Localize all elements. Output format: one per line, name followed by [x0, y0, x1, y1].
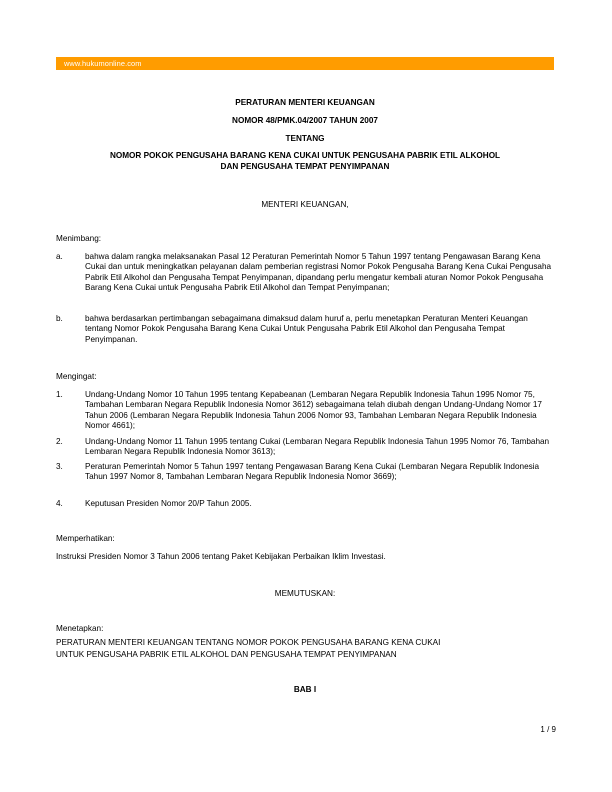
- item-marker: 4.: [56, 499, 63, 508]
- list-item: [56, 314, 552, 345]
- item-marker: a.: [56, 252, 63, 261]
- item-marker: 1.: [56, 390, 63, 399]
- item-text: Peraturan Pemerintah Nomor 5 Tahun 1997 tentang Pengawasan Barang Kena Cukai (Lembaran Negara Republik Indonesia Tahun 1997 Nomor 8, Tambahan Lembaran Negara Republik Indonesia Nomor 3669);: [85, 462, 540, 482]
- item-text: Undang-Undang Nomor 11 Tahun 1995 tentang Cukai (Lembaran Negara Republik Indonesia Tahun 1995 Nomor 76, Tambahan Lembaran Negara Republik Indonesia Nomor 3613);: [85, 437, 550, 457]
- item-text: bahwa berdasarkan pertimbangan sebagaimana dimaksud dalam huruf a, perlu menetapkan Peraturan Menteri Keuangan tentang Nomor Pokok Pengusaha Barang Kena Cukai Untuk Pengusaha Pabrik Etil Alkohol dan Pengusaha Tempat Penyimpanan.: [85, 314, 528, 344]
- site-banner: [56, 57, 554, 70]
- list-item: [56, 499, 552, 509]
- title-line-2: NOMOR 48/PMK.04/2007 TAHUN 2007: [232, 116, 378, 125]
- menetapkan-line-2: UNTUK PENGUSAHA PABRIK ETIL ALKOHOL DAN PENGUSAHA TEMPAT PENYIMPANAN: [56, 650, 397, 659]
- title-line-4: NOMOR POKOK PENGUSAHA BARANG KENA CUKAI UNTUK PENGUSAHA PABRIK ETIL ALKOHOL: [109, 151, 501, 160]
- section-heading: Menetapkan:: [56, 624, 104, 633]
- list-item: [56, 437, 552, 458]
- list-item: [56, 252, 552, 294]
- title-line-3: TENTANG: [285, 134, 325, 143]
- section-heading: Memperhatikan:: [56, 534, 115, 543]
- item-marker: 2.: [56, 437, 63, 446]
- memutuskan-heading: MEMUTUSKAN:: [274, 589, 336, 598]
- item-text: Undang-Undang Nomor 10 Tahun 1995 tentang Kepabeanan (Lembaran Negara Republik Indonesia Tahun 1995 Nomor 75, Tambahan Lembaran Negara Republik Indonesia Nomor 3612) sebagaimana telah diubah dengan Undang-Undang Nomor 17 Tahun 2006 (Lembaran Negara Republik Indonesia Tahun 2006 Nomor 93, Tambahan Lembaran Negara Republik Indonesia Nomor 4661);: [85, 390, 542, 431]
- item-marker: 3.: [56, 462, 63, 471]
- page-indicator: 1 / 9: [540, 725, 556, 734]
- chapter-heading: BAB I: [293, 685, 317, 694]
- list-item: [56, 390, 552, 432]
- title-line-5: DAN PENGUSAHA TEMPAT PENYIMPANAN: [220, 162, 390, 171]
- list-item: [56, 462, 552, 483]
- item-marker: b.: [56, 314, 63, 323]
- menetapkan-line-1: PERATURAN MENTERI KEUANGAN TENTANG NOMOR POKOK PENGUSAHA BARANG KENA CUKAI: [56, 638, 441, 647]
- title-line-1: PERATURAN MENTERI KEUANGAN: [235, 98, 375, 107]
- item-text: Keputusan Presiden Nomor 20/P Tahun 2005.: [85, 499, 252, 508]
- section-heading: Mengingat:: [56, 372, 97, 381]
- site-url-link[interactable]: www.hukumonline.com: [64, 59, 142, 68]
- section-heading: Menimbang:: [56, 234, 102, 243]
- item-text: bahwa dalam rangka melaksanakan Pasal 12 Peraturan Pemerintah Nomor 5 Tahun 1997 tentang Pengawasan Barang Kena Cukai dan untuk meningkatkan pelayanan dalam pemberian registrasi Nomor Pokok Pengusaha Barang Kena Cukai Pengusaha Pabrik Etil Alkohol dan Pengusaha Tempat Penyimpanan, dipandang perlu mengatur kembali aturan Nomor Pokok Pengusaha Barang Kena Cukai untuk Pengusaha Pabrik Etil Alkohol dan Tempat Penyimpanan;: [85, 252, 552, 293]
- issuer: MENTERI KEUANGAN,: [261, 200, 349, 209]
- section-text: Instruksi Presiden Nomor 3 Tahun 2006 tentang Paket Kebijakan Perbaikan Iklim Investasi.: [56, 552, 386, 561]
